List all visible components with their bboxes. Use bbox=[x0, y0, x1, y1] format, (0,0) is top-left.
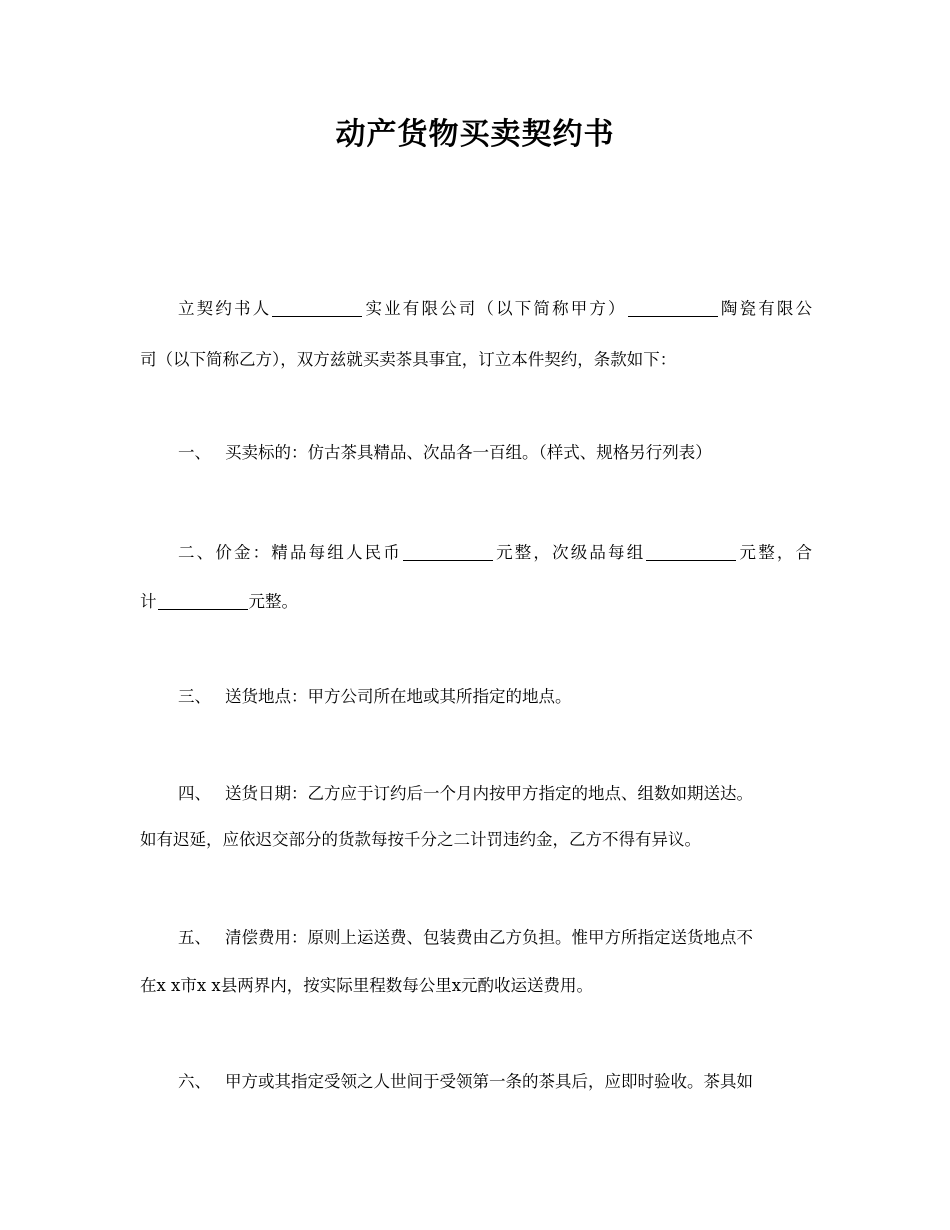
clause-2-text-c: 元整，合 bbox=[737, 543, 813, 562]
intro-text-2: 实业有限公司（以下简称甲方） bbox=[363, 299, 627, 318]
clause-4-number: 四、 bbox=[178, 784, 211, 803]
clause-6-number: 六、 bbox=[178, 1072, 211, 1091]
clause-4-text: 送货日期：乙方应于订约后一个月内按甲方指定的地点、组数如期送达。 bbox=[225, 784, 753, 803]
clause-2-line-1 bbox=[178, 540, 812, 566]
blank-total-price bbox=[158, 591, 248, 610]
clause-2-text-e: 元整。 bbox=[248, 592, 298, 611]
clause-3 bbox=[178, 684, 812, 710]
clause-3-text: 送货地点：甲方公司所在地或其所指定的地点。 bbox=[225, 687, 572, 706]
clause-5-line-1 bbox=[178, 925, 812, 951]
clause-2-number: 二、 bbox=[178, 543, 216, 562]
clause-1 bbox=[178, 440, 812, 466]
clause-2-line-2 bbox=[140, 589, 812, 615]
clause-3-number: 三、 bbox=[178, 687, 211, 706]
blank-premium-price bbox=[403, 542, 493, 561]
document-title: 动产货物买卖契约书 bbox=[335, 117, 615, 152]
clause-5-line-2: 在x x市x x县两界内，按实际里程数每公里x元酌收运送费用。 bbox=[140, 976, 594, 995]
clause-6-line-1 bbox=[178, 1069, 812, 1095]
clause-2-text-b: 元整，次级品每组 bbox=[493, 543, 646, 562]
clause-5-text: 清偿费用：原则上运送费、包装费由乙方负担。惟甲方所指定送货地点不 bbox=[225, 928, 753, 947]
intro-text-3: 陶瓷有限公 bbox=[718, 299, 813, 318]
clause-1-number: 一、 bbox=[178, 443, 211, 462]
clause-2-text-d: 计 bbox=[140, 592, 157, 611]
blank-party-b bbox=[628, 298, 718, 317]
blank-party-a bbox=[272, 298, 362, 317]
clause-5-number: 五、 bbox=[178, 928, 211, 947]
clause-4-line-2: 如有迟延，应依迟交部分的货款每按千分之二计罚违约金，乙方不得有异议。 bbox=[140, 830, 701, 849]
intro-line-2: 司（以下简称乙方），双方兹就买卖茶具事宜，订立本件契约，条款如下： bbox=[140, 350, 677, 369]
blank-secondary-price bbox=[646, 542, 736, 561]
clause-1-text: 买卖标的：仿古茶具精品、次品各一百组。（样式、规格另行列表） bbox=[225, 443, 712, 462]
clause-4-line-1 bbox=[178, 781, 812, 807]
intro-text-1: 立契约书人 bbox=[178, 299, 272, 318]
clause-2-text-a: 价金：精品每组人民币 bbox=[215, 543, 402, 562]
intro-line-1 bbox=[178, 296, 812, 322]
clause-6-text: 甲方或其指定受领之人世间于受领第一条的茶具后，应即时验收。茶具如 bbox=[225, 1072, 753, 1091]
